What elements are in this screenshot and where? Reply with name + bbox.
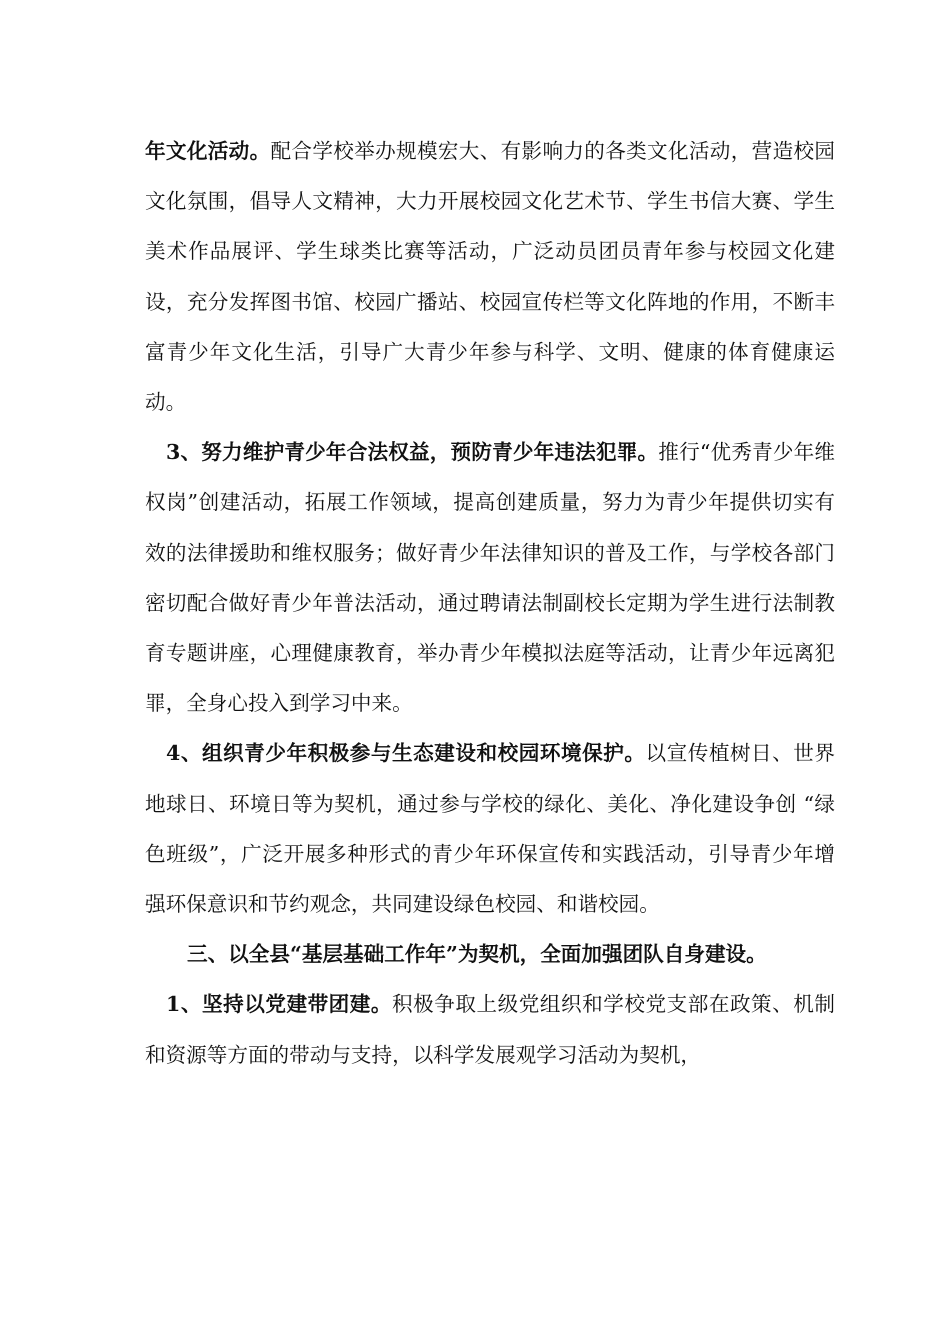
paragraph-text: 推行“优秀青少年维权岗”创建活动，拓展工作领域，提高创建质量，努力为青少年提供切实有效的法律援助和维权服务；做好青少年法律知识的普及工作，与学校各部门密切配合做好青少年普法活动，通过聘请法制副校长定期为学生进行法制教育专题讲座，心理健康教育，举办青少年模拟法庭等活动，让青少年远离犯罪，全身心投入到学习中来。 [145,440,836,716]
paragraph-lead-bold: 年文化活动。 [145,139,271,163]
section-heading-three [145,929,835,979]
paragraph-party-building [145,979,835,1079]
paragraph-text: 以宣传植树日、世界地球日、环境日等为契机，通过参与学校的绿化、美化、净化建设争创 “绿色班级”，广泛开展多种形式的青少年环保宣传和实践活动，引导青少年增强环保意识和节约观念，共同建设绿色校园、和谐校园。 [145,741,836,917]
paragraph-text: 配合学校举办规模宏大、有影响力的各类文化活动，营造校园文化氛围，倡导人文精神，大力开展校园文化艺术节、学生书信大赛、学生美术作品展评、学生球类比赛等活动，广泛动员团员青年参与校园文化建设，充分发挥图书馆、校园广播站、校园宣传栏等文化阵地的作用，不断丰富青少年文化生活，引导广大青少年参与科学、文明、健康的体育健康运动。 [145,139,835,415]
paragraph-lead-bold: 3、努力维护青少年合法权益，预防青少年违法犯罪。 [166,440,659,465]
section-heading-text: 三、以全县“基层基础工作年”为契机，全面加强团队自身建设。 [187,942,767,967]
document-body [145,126,835,1080]
paragraph-cultural-activities [145,126,835,427]
paragraph-rights-protection [145,427,835,728]
paragraph-text: 积极争取上级党组织和学校党支部在政策、机制和资源等方面的带动与支持，以科学发展观学习活动为契机， [145,992,836,1067]
paragraph-environment [145,728,835,929]
paragraph-lead-bold: 1、坚持以党建带团建。 [166,992,393,1017]
paragraph-lead-bold: 4、组织青少年积极参与生态建设和校园环境保护。 [166,741,646,766]
